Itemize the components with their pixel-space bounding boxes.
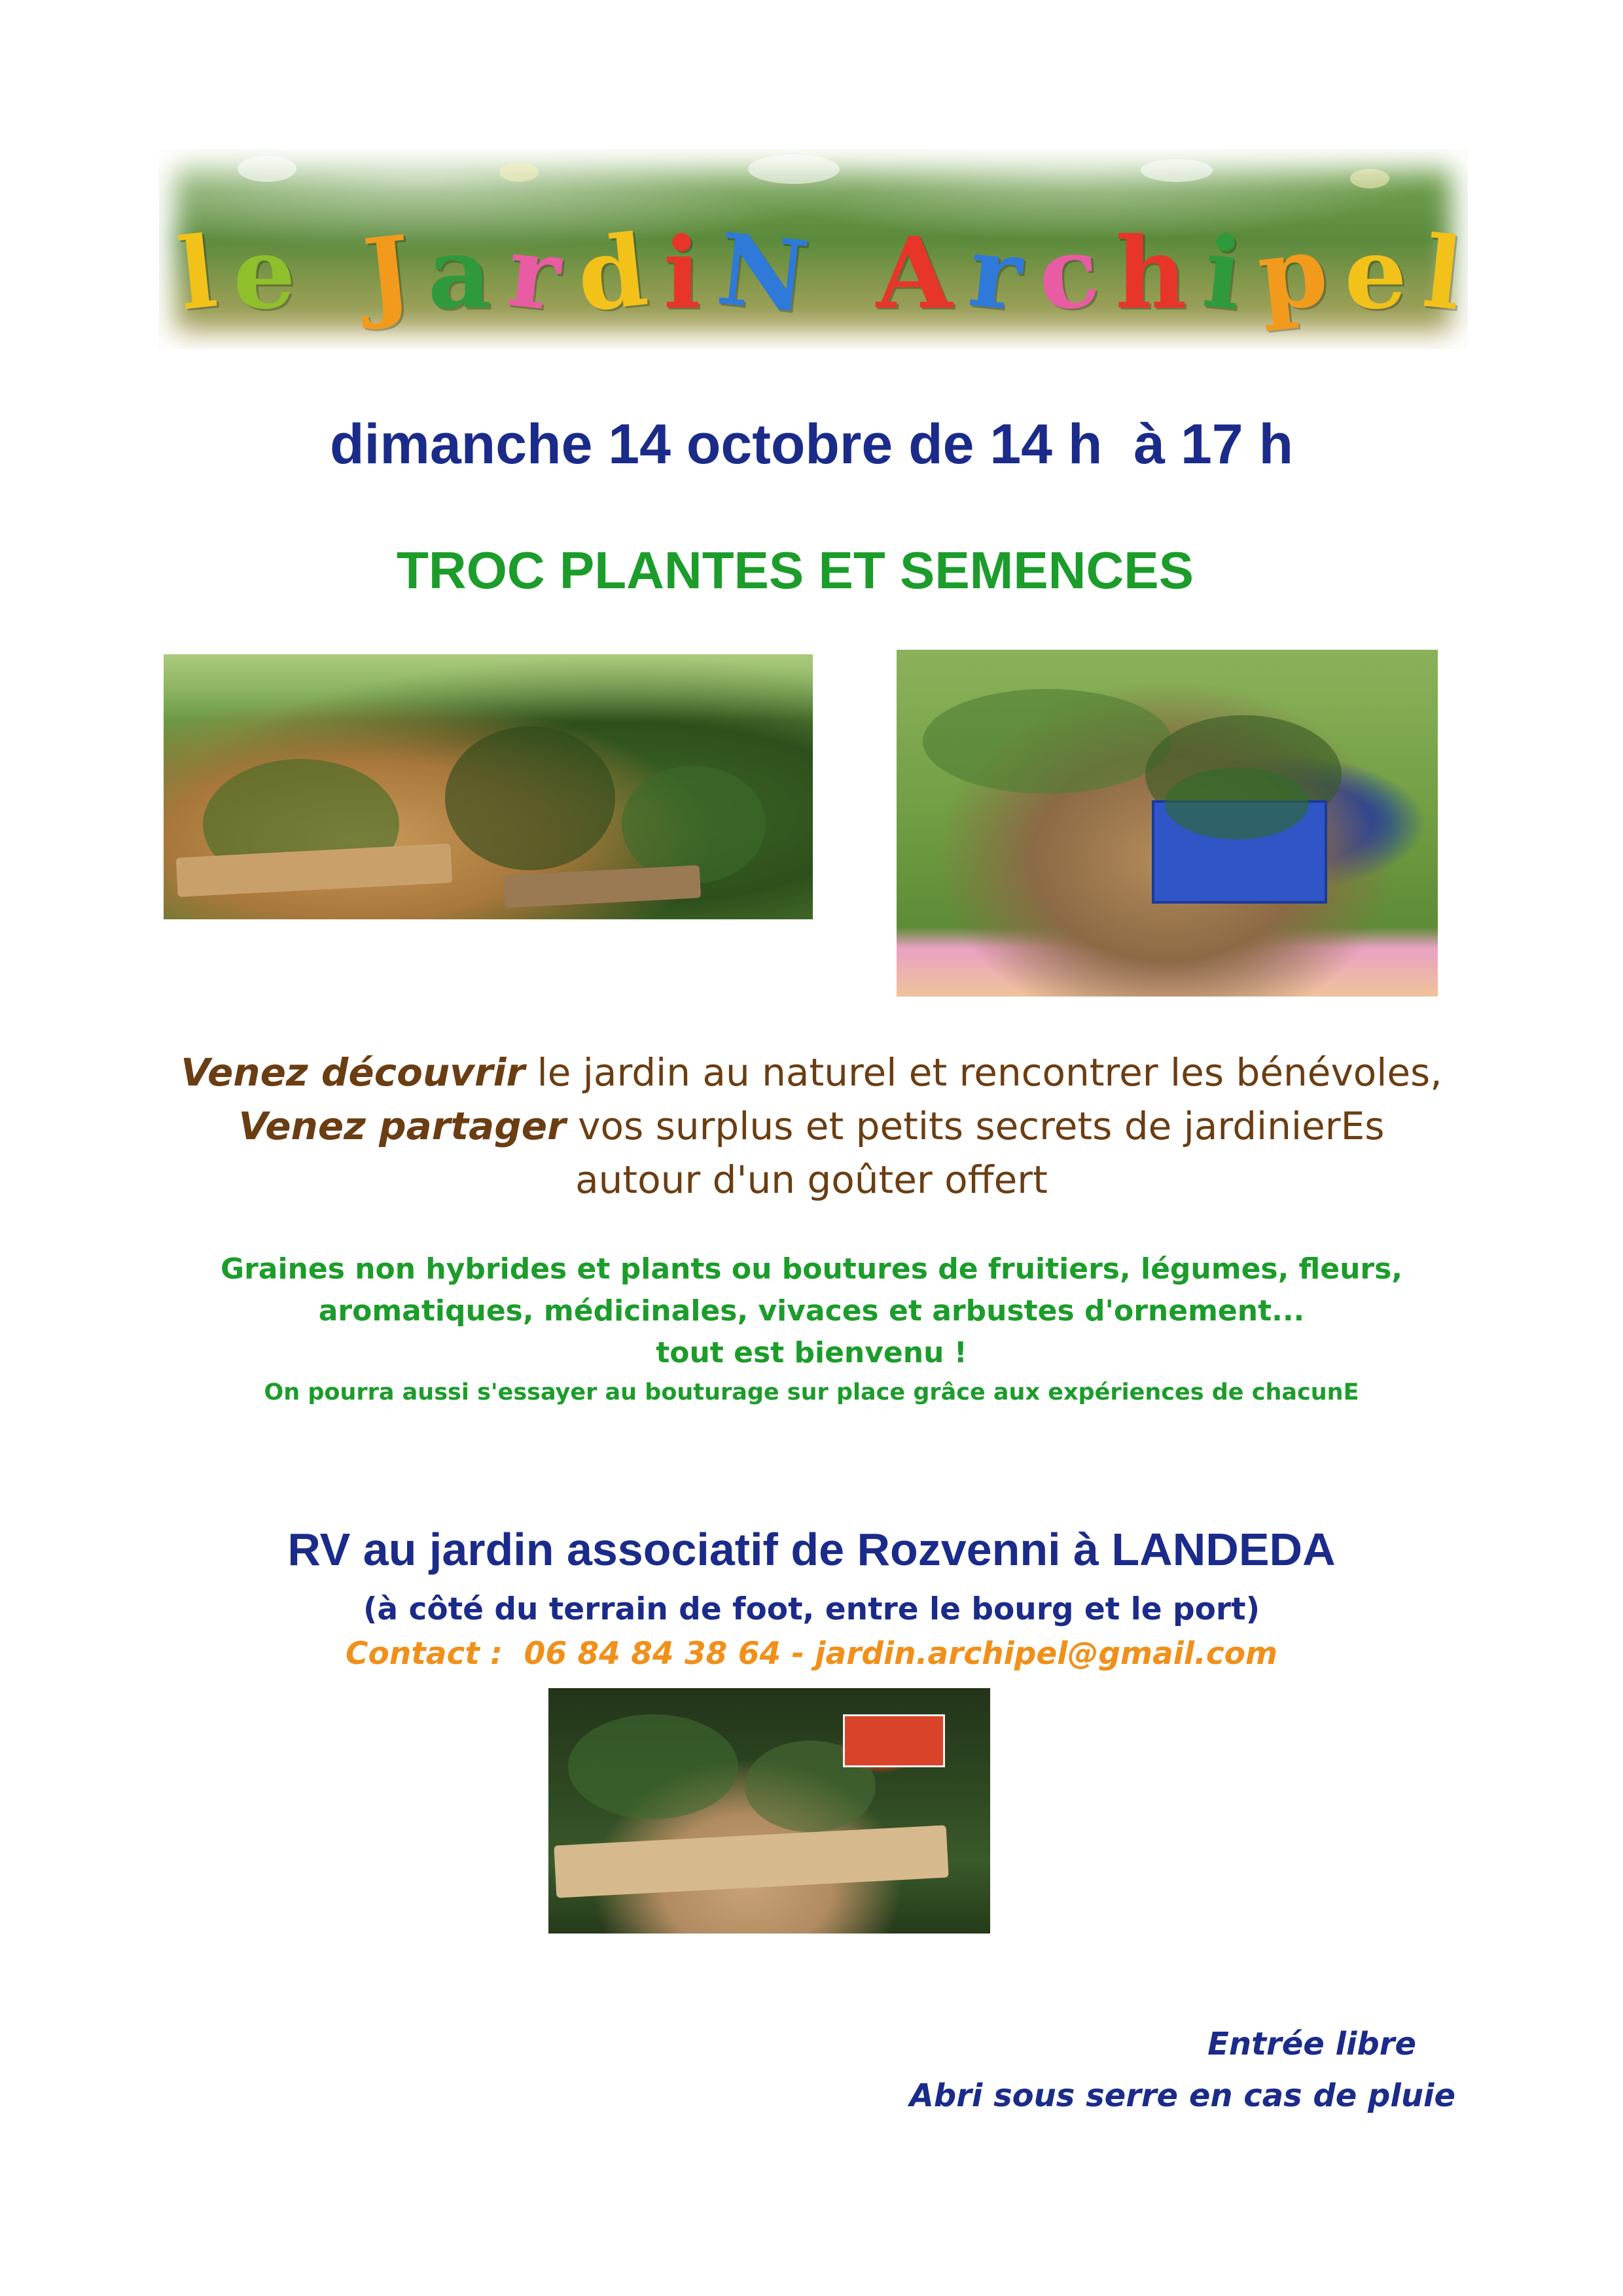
banner-logo-letter: r [963,213,1027,334]
banner-logo-letters [172,208,1468,339]
banner-logo-letter: e [1344,216,1407,331]
banner-logo-letter: J [358,213,417,334]
banner-logo-letter: r [503,213,567,334]
details-line-2: aromatiques, médicinales, vivaces et arbustes d'ornement... [318,1294,1305,1328]
details-line-1: Graines non hybrides et plants ou boutures de fruitiers, légumes, fleurs, [220,1252,1403,1286]
photo-welcome-sign [548,1688,990,1934]
invitation-line-3: autour d'un goûter offert [575,1157,1048,1202]
details-text [0,1248,1623,1411]
banner-logo-letter: h [1115,216,1187,331]
banner-logo-letter [820,223,865,325]
banner-logo-letter [308,223,352,325]
location-subtitle: (à côté du terrain de foot, entre le bourg et le port) [363,1591,1260,1627]
photo-plant-crates [164,654,813,919]
header-banner-image [159,149,1468,349]
banner-logo-letter: c [1032,213,1105,334]
invitation-line-2: Venez partager vos surplus et petits secrets de jardinierEs [238,1104,1385,1148]
banner-logo-letter: e [233,216,296,331]
location-title: RV au jardin associatif de Rozvenni à LANDEDA [287,1524,1336,1575]
invitation-text [0,1046,1623,1207]
banner-logo-letter: d [571,213,652,334]
banner-logo-letter: a [427,216,491,331]
invitation-line-1: Venez découvrir le jardin au naturel et rencontrer les bénévoles, [181,1050,1442,1095]
banner-logo-letter: i [663,216,701,331]
banner-logo-letter: A [876,216,953,331]
free-entry-note: Entrée libre [1207,2026,1416,2062]
banner-logo-letter: p [1253,213,1333,334]
details-line-3: tout est bienvenu ! [656,1336,967,1369]
banner-logo-letter: l [1418,214,1468,333]
rain-shelter-note: Abri sous serre en cas de pluie [909,2077,1455,2114]
banner-logo-letter: N [712,211,813,336]
photo-plants-on-spool [897,650,1438,997]
contact-line: Contact : 06 84 84 38 64 - jardin.archipel@gmail.com [346,1636,1277,1672]
event-title: TROC PLANTES ET SEMENCES [397,541,1194,599]
event-date: dimanche 14 octobre de 14 h à 17 h [329,413,1294,476]
banner-logo-letter: i [1198,214,1247,333]
banner-logo-letter: l [172,214,223,333]
details-line-4: On pourra aussi s'essayer au bouturage sur place grâce aux expériences de chacunE [264,1379,1359,1405]
